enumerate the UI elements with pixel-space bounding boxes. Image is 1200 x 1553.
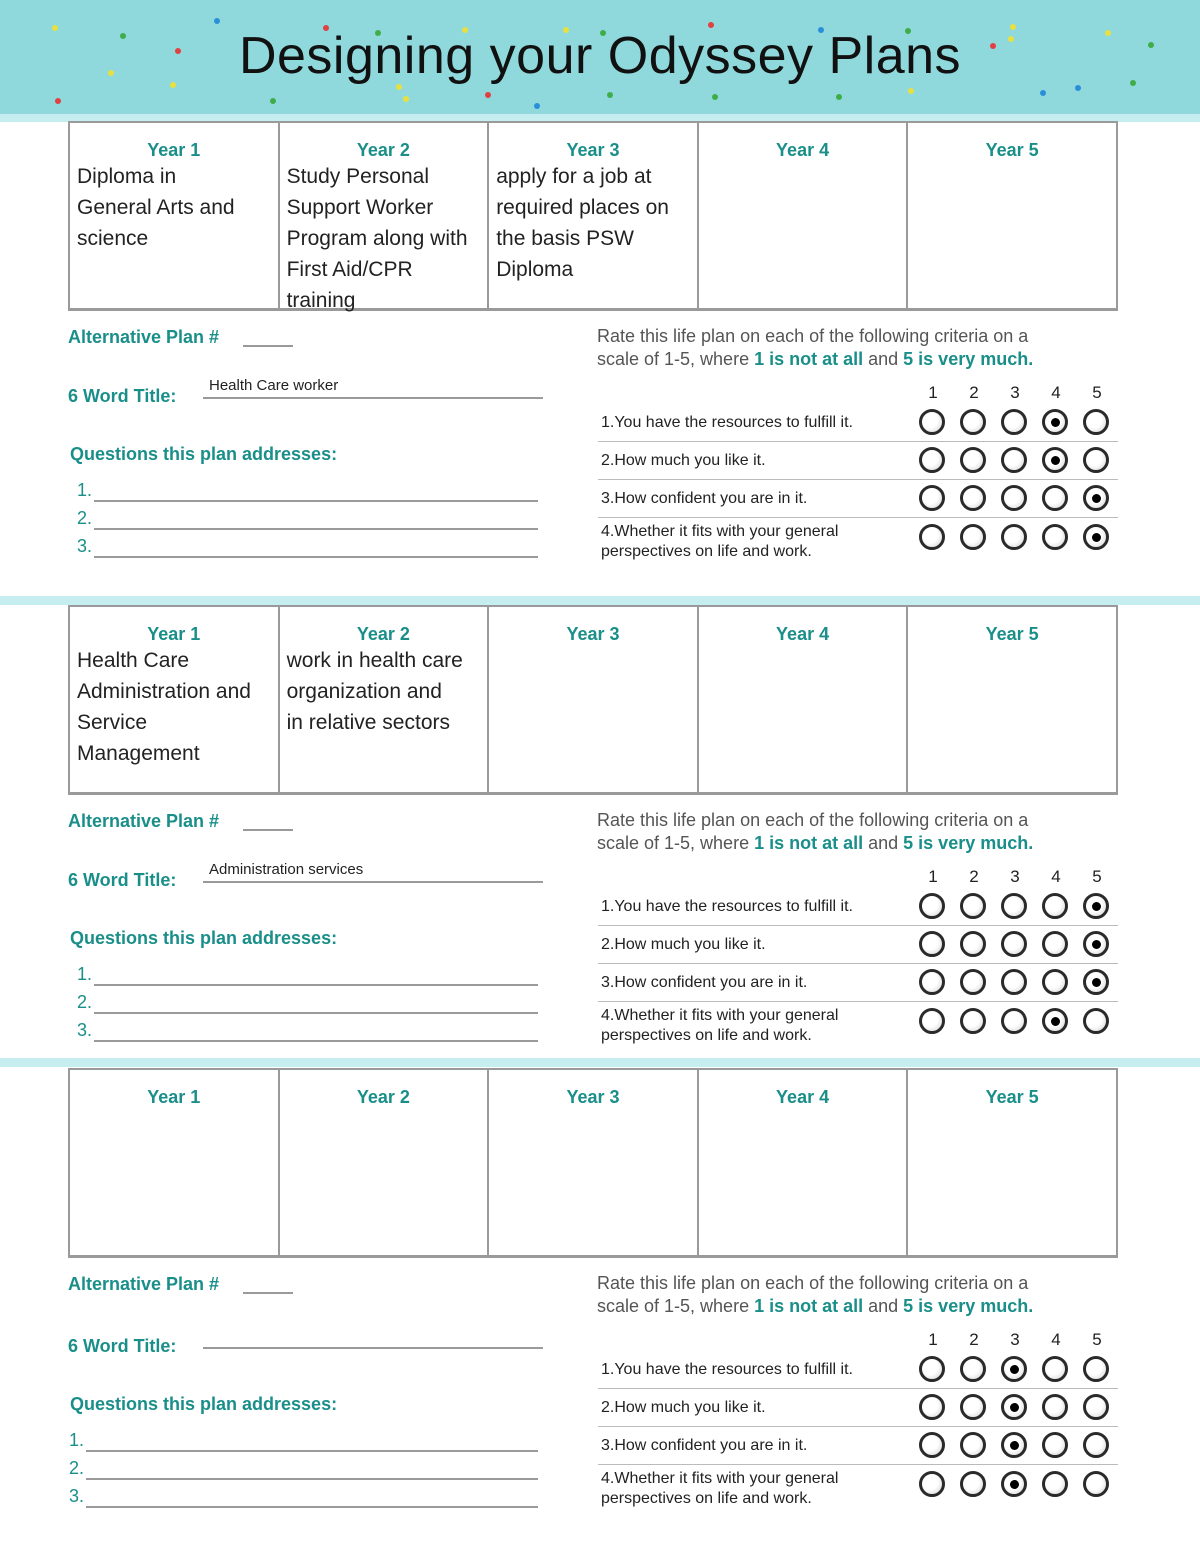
criterion-divider xyxy=(598,963,1118,964)
rating-instructions-text: and xyxy=(863,1296,904,1316)
confetti-dot xyxy=(1040,90,1046,96)
six-word-title-input[interactable] xyxy=(203,397,543,399)
rating-radio[interactable] xyxy=(1001,1008,1027,1034)
rating-radio[interactable] xyxy=(1083,447,1109,473)
scale-number: 4 xyxy=(1051,867,1061,886)
question-input[interactable] xyxy=(94,500,538,502)
rating-radio[interactable] xyxy=(960,485,986,511)
rating-instructions xyxy=(597,325,1157,371)
rating-radio[interactable] xyxy=(960,969,986,995)
rating-criterion: 3.How confident you are in it. xyxy=(601,974,808,991)
alternative-plan-input[interactable] xyxy=(243,829,293,831)
year-cell[interactable] xyxy=(70,607,280,792)
scale-number: 1 xyxy=(928,383,938,402)
question-number: 1. xyxy=(77,480,93,500)
question-input[interactable] xyxy=(94,556,538,558)
rating-radio[interactable] xyxy=(960,524,986,550)
rating-instructions-line2 xyxy=(597,832,1157,855)
alternative-plan-label: Alternative Plan # xyxy=(68,811,220,831)
rating-radio[interactable] xyxy=(960,447,986,473)
rating-radio[interactable] xyxy=(1001,1356,1027,1382)
rating-radio[interactable] xyxy=(1083,1394,1109,1420)
rating-instructions-text: and xyxy=(863,833,904,853)
confetti-dot xyxy=(403,96,409,102)
rating-radio[interactable] xyxy=(1083,485,1109,511)
rating-radio[interactable] xyxy=(1001,969,1027,995)
rating-radio[interactable] xyxy=(960,1471,986,1497)
scale-number: 4 xyxy=(1051,1330,1061,1349)
rating-radio[interactable] xyxy=(1083,1008,1109,1034)
rating-radio[interactable] xyxy=(1001,1432,1027,1458)
criterion-divider xyxy=(598,1001,1118,1002)
year-plan-text[interactable]: apply for a job at required places on the basis PSW Diploma xyxy=(496,165,669,281)
scale-number: 1 xyxy=(928,1330,938,1349)
year-table xyxy=(68,121,1118,311)
rating-radio[interactable] xyxy=(1042,1356,1068,1382)
alternative-plan-label: Alternative Plan # xyxy=(68,1274,220,1294)
year-label: Year 4 xyxy=(776,140,830,160)
questions-label: Questions this plan addresses: xyxy=(70,444,338,464)
rating-radio[interactable] xyxy=(1042,1394,1068,1420)
year-label: Year 4 xyxy=(776,1087,830,1107)
year-plan-text[interactable]: Health Care Administration and Service Management xyxy=(77,649,251,765)
rating-radio[interactable] xyxy=(960,893,986,919)
question-number: 1. xyxy=(77,964,93,984)
scale-number: 1 xyxy=(928,867,938,886)
rating-instructions-line1: Rate this life plan on each of the following criteria on a xyxy=(597,326,1029,346)
rating-radio[interactable] xyxy=(1042,1008,1068,1034)
question-number: 3. xyxy=(77,1020,93,1040)
question-number: 2. xyxy=(77,992,93,1012)
question-number: 2. xyxy=(69,1458,85,1478)
rating-scale-low: 1 is not at all xyxy=(754,349,864,369)
rating-radio[interactable] xyxy=(1001,1394,1027,1420)
year-cell[interactable] xyxy=(699,1070,909,1255)
scale-number: 3 xyxy=(1010,1330,1020,1349)
confetti-dot xyxy=(214,18,220,24)
rating-radio[interactable] xyxy=(1001,931,1027,957)
rating-criterion: 2.How much you like it. xyxy=(601,452,766,469)
rating-radio[interactable] xyxy=(1083,409,1109,435)
rating-instructions-text: scale of 1-5, where xyxy=(597,1296,755,1316)
year-cell[interactable] xyxy=(908,607,1116,792)
year-cell[interactable] xyxy=(908,1070,1116,1255)
questions-label: Questions this plan addresses: xyxy=(70,928,338,948)
year-label: Year 3 xyxy=(566,1087,620,1107)
question-input[interactable] xyxy=(86,1478,538,1480)
rating-criterion: 4.Whether it fits with your general perspectives on life and work. xyxy=(601,1007,839,1044)
rating-scale-high: 5 is very much. xyxy=(903,833,1034,853)
rating-radio[interactable] xyxy=(1083,1471,1109,1497)
scale-number: 2 xyxy=(969,1330,979,1349)
alternative-plan-label: Alternative Plan # xyxy=(68,327,220,347)
rating-radio[interactable] xyxy=(1042,447,1068,473)
year-cell[interactable] xyxy=(908,123,1116,308)
question-number: 1. xyxy=(69,1430,85,1450)
rating-criterion: 2.How much you like it. xyxy=(601,1399,766,1416)
rating-criterion: 3.How confident you are in it. xyxy=(601,490,808,507)
confetti-dot xyxy=(485,92,491,98)
six-word-title-label: 6 Word Title: xyxy=(68,870,177,890)
rating-instructions-line2 xyxy=(597,348,1157,371)
year-label: Year 5 xyxy=(985,140,1039,160)
criterion-divider xyxy=(598,1388,1118,1389)
year-cell[interactable] xyxy=(699,123,909,308)
six-word-title-input[interactable] xyxy=(203,1347,543,1349)
year-plan-text[interactable]: work in health care organization and in relative sectors xyxy=(286,649,463,734)
question-number: 3. xyxy=(69,1486,85,1506)
rating-criterion: 1.You have the resources to fulfill it. xyxy=(601,898,853,915)
alternative-plan-input[interactable] xyxy=(243,345,293,347)
rating-instructions-text: scale of 1-5, where xyxy=(597,349,755,369)
alternative-plan-input[interactable] xyxy=(243,1292,293,1294)
rating-scale-low: 1 is not at all xyxy=(754,833,864,853)
year-plan-text[interactable]: Study Personal Support Worker Program along with First Aid/CPR training xyxy=(286,165,468,312)
question-number: 2. xyxy=(77,508,93,528)
rating-radio[interactable] xyxy=(919,1471,945,1497)
rating-radio[interactable] xyxy=(1042,1432,1068,1458)
scale-number: 2 xyxy=(969,383,979,402)
six-word-title-input[interactable] xyxy=(203,881,543,883)
rating-radio[interactable] xyxy=(960,1356,986,1382)
rating-scale-high: 5 is very much. xyxy=(903,1296,1034,1316)
rating-radio[interactable] xyxy=(919,409,945,435)
rating-instructions-line1: Rate this life plan on each of the following criteria on a xyxy=(597,810,1029,830)
question-number: 3. xyxy=(77,536,93,556)
confetti-dot xyxy=(712,94,718,100)
scale-number: 3 xyxy=(1010,867,1020,886)
confetti-dot xyxy=(607,92,613,98)
year-table xyxy=(68,605,1118,795)
rating-radio[interactable] xyxy=(1001,524,1027,550)
question-input[interactable] xyxy=(94,1012,538,1014)
rating-radio[interactable] xyxy=(1001,447,1027,473)
year-label: Year 4 xyxy=(776,624,830,644)
year-label: Year 2 xyxy=(356,1087,410,1107)
rating-radio[interactable] xyxy=(919,931,945,957)
year-cell[interactable] xyxy=(280,123,490,312)
rating-criterion: 4.Whether it fits with your general perspectives on life and work. xyxy=(601,1470,839,1507)
criterion-divider xyxy=(598,925,1118,926)
year-cell[interactable] xyxy=(489,607,699,792)
year-label: Year 2 xyxy=(356,624,410,644)
year-cell[interactable] xyxy=(70,123,280,308)
rating-instructions xyxy=(597,809,1157,855)
year-cell[interactable] xyxy=(489,123,699,308)
criterion-divider xyxy=(598,1464,1118,1465)
criterion-divider xyxy=(598,479,1118,480)
year-label: Year 5 xyxy=(985,1087,1039,1107)
rating-radio[interactable] xyxy=(919,447,945,473)
rating-instructions-text: and xyxy=(863,349,904,369)
year-label: Year 1 xyxy=(147,624,201,644)
rating-radio[interactable] xyxy=(1042,524,1068,550)
rating-radio[interactable] xyxy=(919,1432,945,1458)
rating-criterion: 4.Whether it fits with your general perspectives on life and work. xyxy=(601,523,839,560)
criterion-divider xyxy=(598,517,1118,518)
rating-radio[interactable] xyxy=(1083,969,1109,995)
year-table xyxy=(68,1068,1118,1258)
question-input[interactable] xyxy=(94,984,538,986)
section-separator xyxy=(0,1058,1200,1067)
rating-criterion: 1.You have the resources to fulfill it. xyxy=(601,414,853,431)
year-cell[interactable] xyxy=(280,1070,490,1255)
rating-instructions-line2 xyxy=(597,1295,1157,1318)
rating-radio[interactable] xyxy=(1001,1471,1027,1497)
rating-radio[interactable] xyxy=(1042,409,1068,435)
rating-radio[interactable] xyxy=(1001,485,1027,511)
rating-radio[interactable] xyxy=(960,1432,986,1458)
question-input[interactable] xyxy=(86,1450,538,1452)
page-title: Designing your Odyssey Plans xyxy=(238,27,962,85)
confetti-dot xyxy=(908,88,914,94)
scale-number: 4 xyxy=(1051,383,1061,402)
section-separator xyxy=(0,596,1200,605)
rating-scale-low: 1 is not at all xyxy=(754,1296,864,1316)
rating-radio[interactable] xyxy=(1083,893,1109,919)
rating-radio[interactable] xyxy=(919,1394,945,1420)
question-input[interactable] xyxy=(86,1506,538,1508)
rating-radio[interactable] xyxy=(1001,409,1027,435)
confetti-dot xyxy=(534,103,540,109)
rating-radio[interactable] xyxy=(1083,1432,1109,1458)
year-label: Year 5 xyxy=(985,624,1039,644)
rating-radio[interactable] xyxy=(919,969,945,995)
questions-label: Questions this plan addresses: xyxy=(70,1394,338,1414)
year-label: Year 3 xyxy=(566,140,620,160)
scale-number: 2 xyxy=(969,867,979,886)
rating-radio[interactable] xyxy=(1042,485,1068,511)
question-input[interactable] xyxy=(94,1040,538,1042)
rating-radio[interactable] xyxy=(919,485,945,511)
rating-radio[interactable] xyxy=(1042,969,1068,995)
six-word-title-value[interactable]: Health Care worker xyxy=(209,377,339,394)
rating-radio[interactable] xyxy=(960,1008,986,1034)
rating-radio[interactable] xyxy=(919,1008,945,1034)
rating-radio[interactable] xyxy=(960,1394,986,1420)
rating-scale-high: 5 is very much. xyxy=(903,349,1034,369)
rating-radio[interactable] xyxy=(1083,931,1109,957)
year-cell[interactable] xyxy=(699,607,909,792)
year-cell[interactable] xyxy=(70,1070,280,1255)
year-label: Year 1 xyxy=(147,1087,201,1107)
year-plan-text[interactable]: Diploma in General Arts and science xyxy=(77,165,235,250)
scale-number: 5 xyxy=(1092,1330,1102,1349)
rating-radio[interactable] xyxy=(1042,1471,1068,1497)
year-cell[interactable] xyxy=(489,1070,699,1255)
confetti-dot xyxy=(836,94,842,100)
rating-radio[interactable] xyxy=(1042,931,1068,957)
year-label: Year 3 xyxy=(566,624,620,644)
confetti-dot xyxy=(55,98,61,104)
question-input[interactable] xyxy=(94,528,538,530)
rating-radio[interactable] xyxy=(960,409,986,435)
rating-radio[interactable] xyxy=(1001,893,1027,919)
rating-instructions-line1: Rate this life plan on each of the following criteria on a xyxy=(597,1273,1029,1293)
rating-radio[interactable] xyxy=(1042,893,1068,919)
confetti-dot xyxy=(270,98,276,104)
six-word-title-value[interactable]: Administration services xyxy=(209,861,364,878)
year-label: Year 1 xyxy=(147,140,201,160)
rating-radio[interactable] xyxy=(919,524,945,550)
rating-instructions xyxy=(597,1272,1157,1318)
six-word-title-label: 6 Word Title: xyxy=(68,1336,177,1356)
six-word-title-label: 6 Word Title: xyxy=(68,386,177,406)
rating-radio[interactable] xyxy=(1083,524,1109,550)
rating-criterion: 3.How confident you are in it. xyxy=(601,1437,808,1454)
scale-number: 5 xyxy=(1092,383,1102,402)
rating-radio[interactable] xyxy=(960,931,986,957)
rating-radio[interactable] xyxy=(919,1356,945,1382)
rating-radio[interactable] xyxy=(919,893,945,919)
rating-criterion: 1.You have the resources to fulfill it. xyxy=(601,1361,853,1378)
scale-number: 3 xyxy=(1010,383,1020,402)
rating-instructions-text: scale of 1-5, where xyxy=(597,833,755,853)
rating-criterion: 2.How much you like it. xyxy=(601,936,766,953)
criterion-divider xyxy=(598,441,1118,442)
rating-radio[interactable] xyxy=(1083,1356,1109,1382)
year-cell[interactable] xyxy=(280,607,490,792)
criterion-divider xyxy=(598,1426,1118,1427)
year-label: Year 2 xyxy=(356,140,410,160)
scale-number: 5 xyxy=(1092,867,1102,886)
